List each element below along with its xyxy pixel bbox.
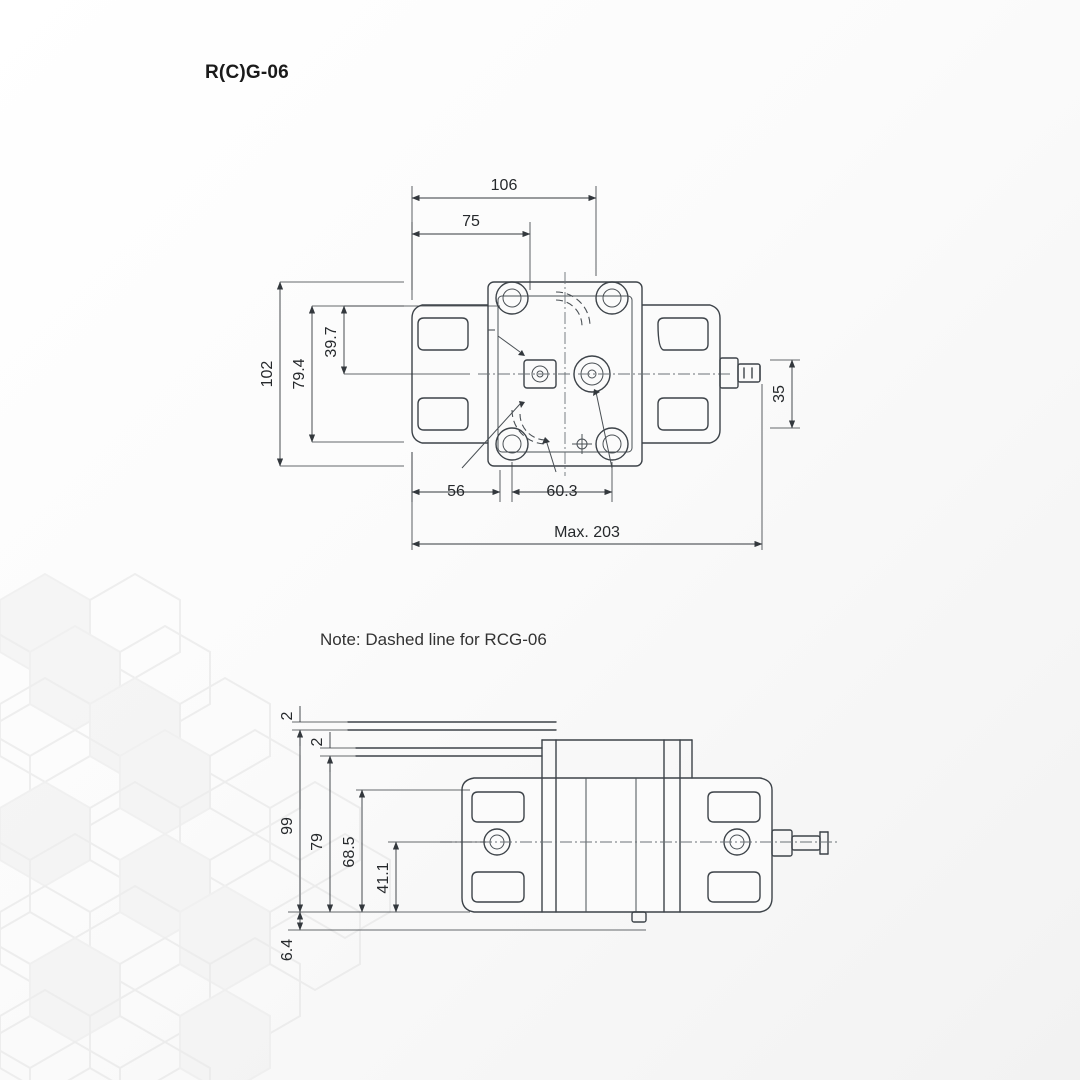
page-title: R(C)G-06 bbox=[205, 62, 289, 83]
dim-max-203: Max. 203 bbox=[554, 524, 620, 541]
dim-39-7: 39.7 bbox=[323, 326, 340, 358]
dim-56: 56 bbox=[447, 483, 465, 500]
dim-2-lower: 2 bbox=[309, 737, 326, 747]
dim-102: 102 bbox=[259, 360, 276, 388]
dim-68-5: 68.5 bbox=[341, 836, 358, 868]
dim-60-3: 60.3 bbox=[546, 483, 578, 500]
dim-2-upper: 2 bbox=[279, 711, 296, 721]
dim-79: 79 bbox=[309, 833, 326, 851]
dim-79-4: 79.4 bbox=[291, 358, 308, 390]
dim-106: 106 bbox=[490, 177, 518, 194]
dim-75: 75 bbox=[462, 213, 480, 230]
dim-6-4: 6.4 bbox=[279, 938, 296, 962]
dim-41-1: 41.1 bbox=[375, 862, 392, 894]
dim-35: 35 bbox=[771, 385, 788, 403]
diagram-note: Note: Dashed line for RCG-06 bbox=[320, 630, 547, 649]
side-view-body bbox=[348, 722, 840, 922]
dim-99: 99 bbox=[279, 817, 296, 835]
